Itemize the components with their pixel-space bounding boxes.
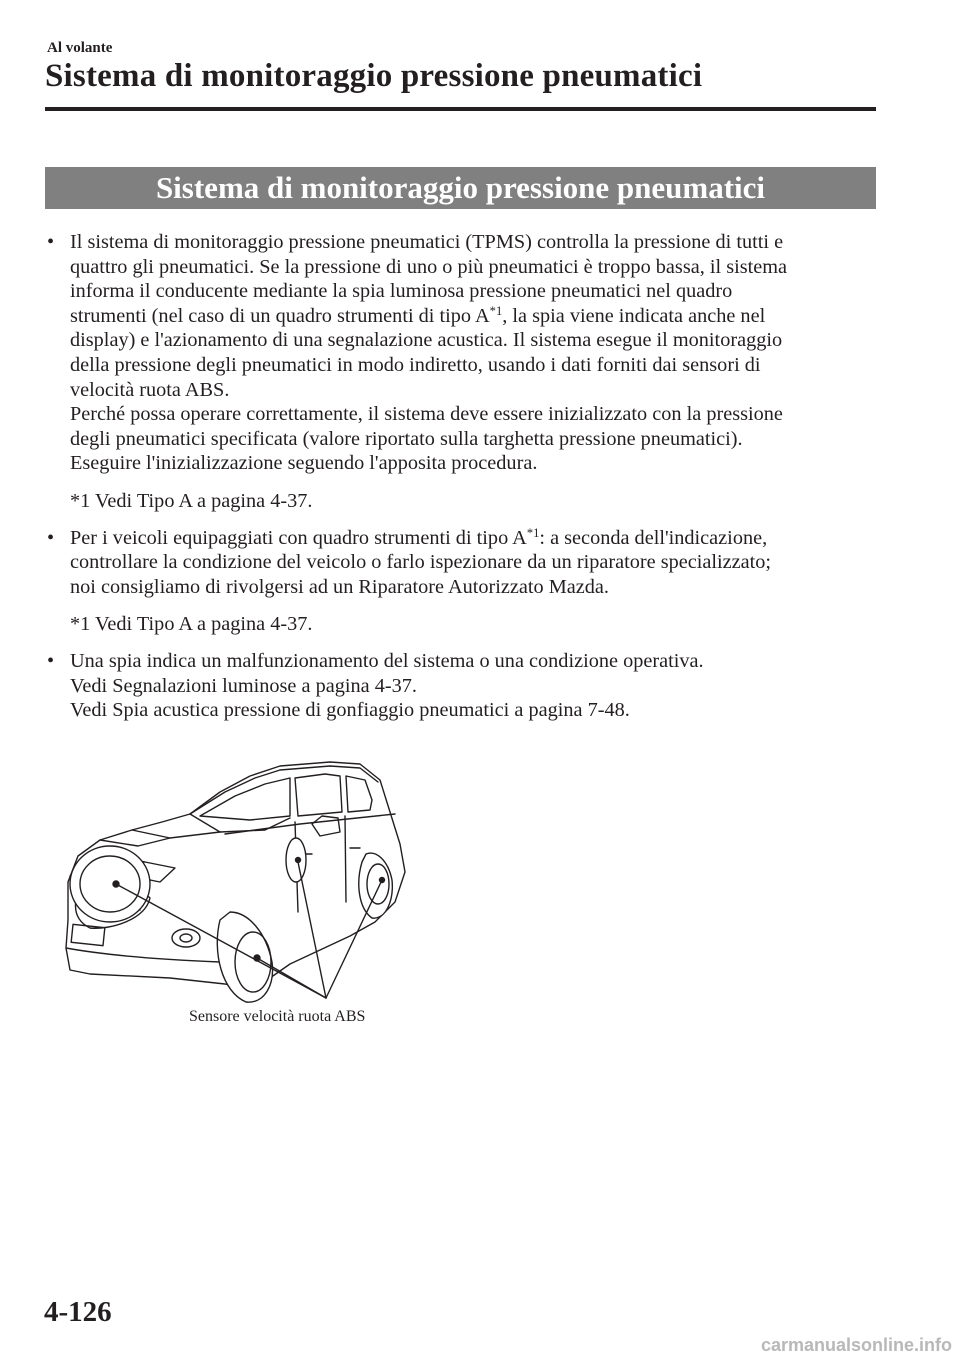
- text-line: della pressione degli pneumatici in modo indiretto, usando i dati forniti dai sensori di: [70, 353, 761, 376]
- car-illustration: [50, 752, 430, 1022]
- figure-caption: Sensore velocità ruota ABS: [189, 1008, 366, 1025]
- text-line: [70, 526, 875, 551]
- title-rule: [45, 107, 876, 111]
- page-title: Sistema di monitoraggio pressione pneumatici: [45, 58, 703, 94]
- text-line: Vedi Segnalazioni luminose a pagina 4-37.: [70, 674, 417, 697]
- bullet-item: [45, 649, 875, 723]
- bullet-dot: •: [47, 526, 55, 549]
- content: [45, 230, 875, 723]
- text-segment: , la spia viene indicata anche nel: [502, 304, 766, 327]
- footnote: *1 Vedi Tipo A a pagina 4-37.: [70, 613, 313, 636]
- footnote-marker: *1: [526, 525, 540, 540]
- text-line: Una spia indica un malfunzionamento del sistema o una condizione operativa.: [70, 649, 704, 672]
- bullet-text: [70, 649, 875, 723]
- bullet-item: [45, 526, 875, 600]
- bullet-item: [45, 230, 875, 476]
- text-line: [70, 304, 875, 329]
- page-number: 4-126: [44, 1296, 112, 1328]
- section-heading: Sistema di monitoraggio pressione pneumatici: [155, 170, 766, 205]
- bullet-text: [70, 526, 875, 600]
- bullet-dot: •: [47, 231, 55, 253]
- footnote-marker: *1: [489, 303, 503, 318]
- footnote: *1 Vedi Tipo A a pagina 4-37.: [70, 489, 313, 512]
- text-segment: : a seconda dell'indicazione,: [539, 526, 768, 549]
- bullet-text: [70, 230, 875, 476]
- text-line: quattro gli pneumatici. Se la pressione di uno o più pneumatici è troppo bassa, il sistema: [70, 255, 788, 278]
- section-heading-band: [45, 167, 876, 209]
- text-line: controllare la condizione del veicolo o farlo ispezionare da un riparatore specializzato;: [70, 551, 772, 574]
- text-line: informa il conducente mediante la spia luminosa pressione pneumatici nel quadro: [70, 280, 733, 303]
- text-line: velocità ruota ABS.: [70, 378, 230, 401]
- bullet-dot: •: [47, 649, 55, 672]
- text-segment: strumenti (nel caso di un quadro strumenti di tipo A: [70, 304, 490, 327]
- text-line: Eseguire l'inizializzazione seguendo l'apposita procedura.: [70, 452, 538, 475]
- text-line: degli pneumatici specificata (valore riportato sulla targhetta pressione pneumatici).: [70, 427, 743, 450]
- watermark: carmanualsonline.info: [760, 1335, 952, 1355]
- text-line: Il sistema di monitoraggio pressione pneumatici (TPMS) controlla la pressione di tutti e: [70, 231, 784, 253]
- section-label: Al volante: [47, 40, 113, 56]
- text-line: noi consigliamo di rivolgersi ad un Riparatore Autorizzato Mazda.: [70, 575, 609, 598]
- text-line: Perché possa operare correttamente, il sistema deve essere inizializzato con la pressione: [70, 403, 783, 426]
- text-line: display) e l'azionamento di una segnalazione acustica. Il sistema esegue il monitoraggio: [70, 329, 783, 352]
- text-segment: Per i veicoli equipaggiati con quadro strumenti di tipo A: [70, 526, 527, 549]
- text-line: Vedi Spia acustica pressione di gonfiaggio pneumatici a pagina 7-48.: [70, 699, 630, 722]
